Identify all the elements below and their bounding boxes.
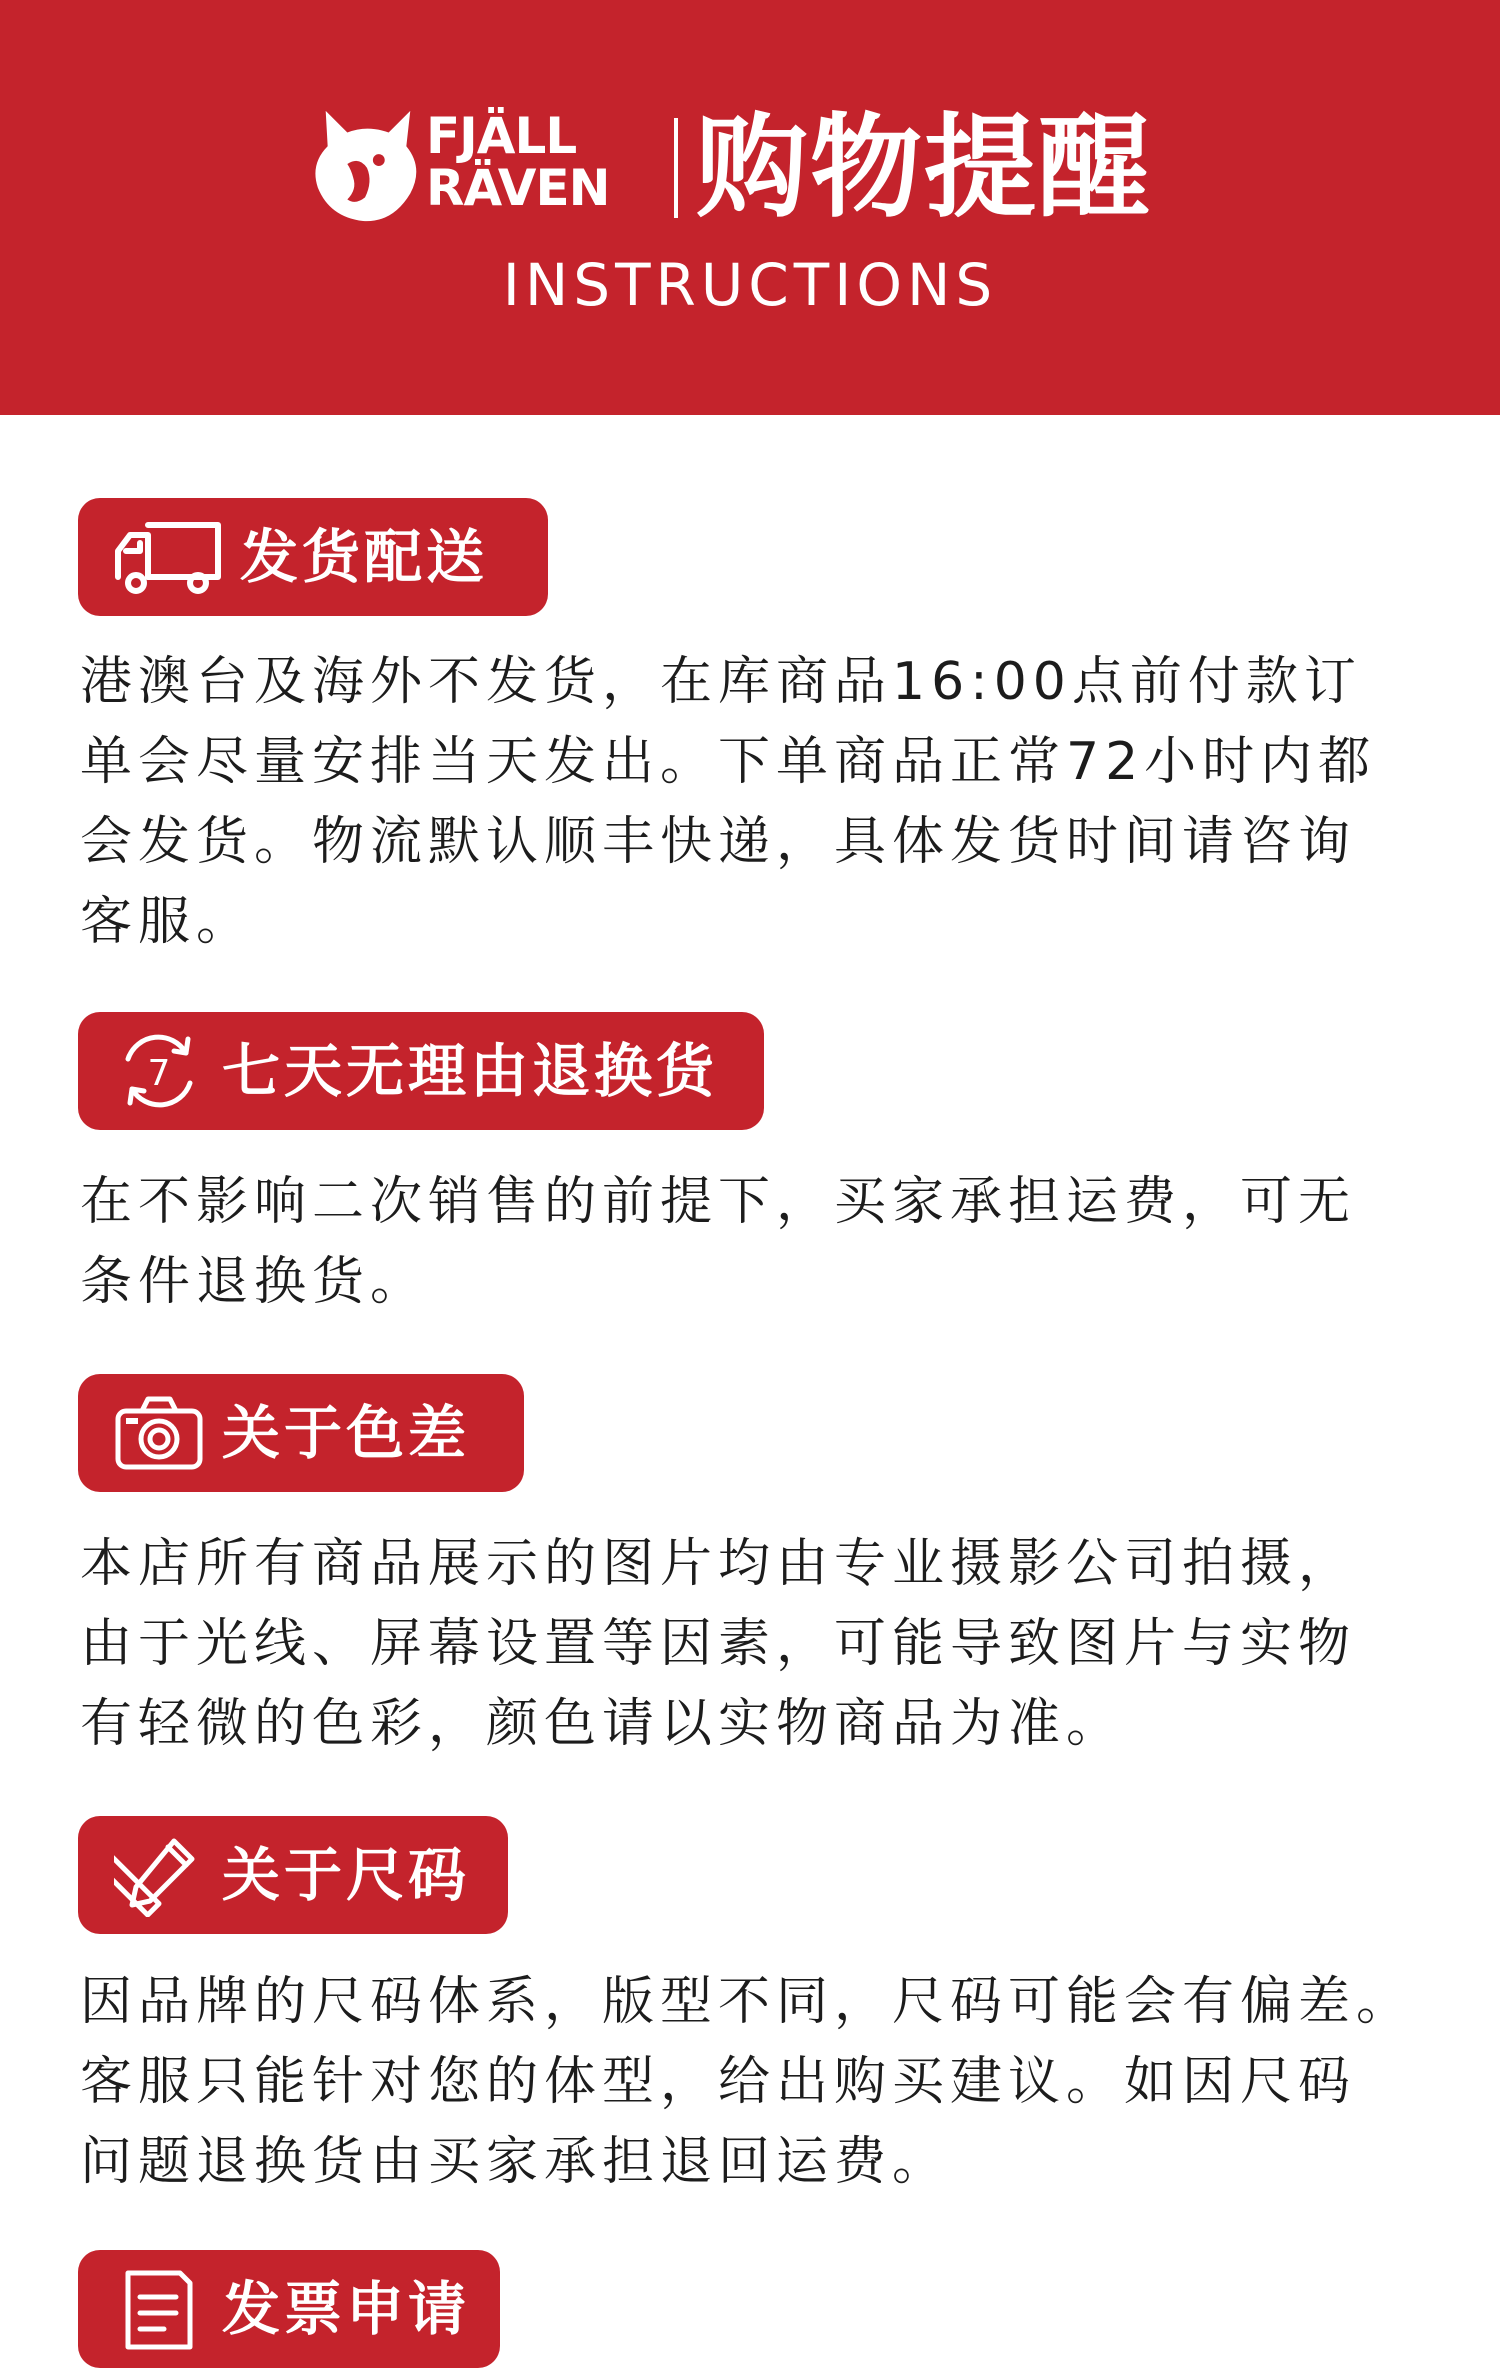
- text-line: 条件退换货。: [80, 1252, 429, 1312]
- header-divider: [674, 118, 678, 218]
- brand-row: [308, 96, 1208, 236]
- text-line: 有轻微的色彩，颜色请以实物商品为准。: [80, 1694, 1125, 1754]
- section-body-size: [80, 1962, 1420, 2202]
- return-icon-number: 7: [147, 1053, 171, 1094]
- section-body-color: [80, 1524, 1420, 1764]
- fox-logo-icon: [308, 102, 426, 226]
- section-badge-delivery: [78, 498, 548, 616]
- section-label-size: 关于尺码: [222, 1841, 471, 1909]
- text-line: 问题退换货由买家承担退回运费。: [80, 2132, 951, 2192]
- delivery-truck-icon: [114, 515, 222, 599]
- section-badge-color: [78, 1374, 524, 1492]
- brand-line-2: RÄVEN: [426, 159, 610, 217]
- section-body-returns: [80, 1162, 1420, 1322]
- section-label-delivery: 发货配送: [240, 523, 489, 591]
- text-line: 会发货。物流默认顺丰快递，具体发货时间请咨询: [80, 812, 1357, 872]
- invoice-icon: [114, 2267, 204, 2351]
- camera-icon: [114, 1391, 204, 1475]
- section-label-color: 关于色差: [222, 1399, 471, 1467]
- section-label-invoice: 发票申请: [222, 2275, 471, 2343]
- text-line: 单会尽量安排当天发出。下单商品正常72小时内都: [80, 732, 1377, 792]
- section-badge-invoice: [78, 2250, 500, 2368]
- section-badge-returns: [78, 1012, 764, 1130]
- page-title: 购物提醒: [696, 103, 1152, 233]
- brand-wordmark: [426, 107, 610, 217]
- section-label-returns: 七天无理由退换货: [222, 1037, 719, 1105]
- text-line: 在不影响二次销售的前提下，买家承担运费，可无: [80, 1172, 1357, 1232]
- brand-line-1: FJÄLL: [426, 107, 577, 165]
- seven-day-return-icon: [114, 1029, 204, 1113]
- text-line: 因品牌的尺码体系，版型不同，尺码可能会有偏差。: [80, 1972, 1415, 2032]
- section-body-delivery: [80, 642, 1420, 962]
- text-line: 由于光线、屏幕设置等因素，可能导致图片与实物: [80, 1614, 1357, 1674]
- text-line: 本店所有商品展示的图片均由专业摄影公司拍摄，: [80, 1534, 1357, 1594]
- header-banner: [0, 0, 1500, 415]
- section-badge-size: [78, 1816, 508, 1934]
- ruler-pencil-icon: [114, 1833, 204, 1917]
- page-subtitle: INSTRUCTIONS: [502, 251, 998, 319]
- text-line: 港澳台及海外不发货，在库商品16:00点前付款订: [80, 652, 1362, 712]
- text-line: 客服。: [80, 892, 255, 952]
- text-line: 客服只能针对您的体型，给出购买建议。如因尺码: [80, 2052, 1357, 2112]
